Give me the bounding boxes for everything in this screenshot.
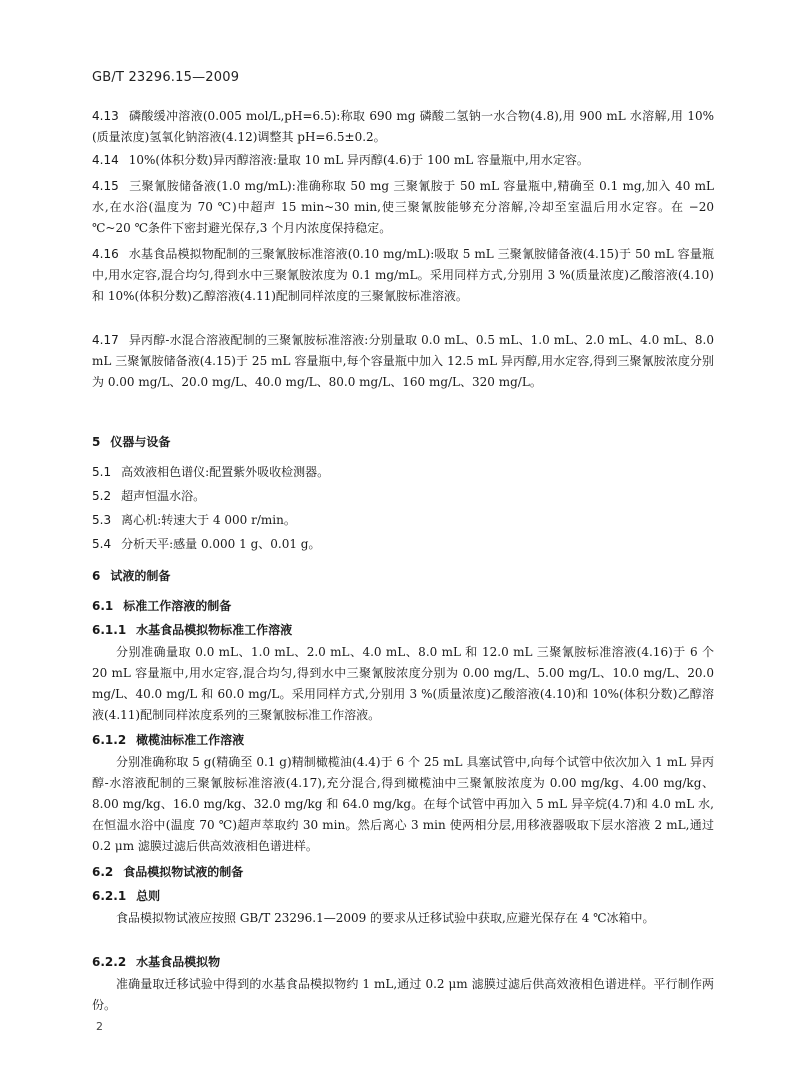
clause-4-17 <box>92 330 714 393</box>
clause-number: 5.2 <box>92 489 112 503</box>
subsection-title: 总则 <box>136 889 161 903</box>
clause-number: 5.1 <box>92 465 112 479</box>
clause-number: 4.15 <box>92 179 119 193</box>
paragraph: 食品模拟物试液应按照 GB/T 23296.1—2009 的要求从迁移试验中获取,应避光保存在 4 ℃冰箱中。 <box>116 911 655 925</box>
subsection-number: 6.1.1 <box>92 623 127 637</box>
subsection-6-2-2-text <box>92 974 714 1016</box>
clause-text: 高效液相色谱仪:配置紫外吸收检测器。 <box>121 465 330 479</box>
clause-text: 磷酸缓冲溶液(0.005 mol/L,pH=6.5):称取 690 mg 磷酸二氢钠一水合物(4.8),用 900 mL 水溶解,用 10%(质量浓度)氢氧化钠溶液(4.12)调整其 pH=6.5±0.2。 <box>92 109 714 144</box>
subsection-title: 水基食品模拟物标准工作溶液 <box>136 623 293 637</box>
subsection-6-1-2-text <box>92 752 714 857</box>
subsection-6-1-1-text <box>92 642 714 726</box>
clause-5-4 <box>92 534 714 555</box>
clause-number: 4.14 <box>92 153 119 167</box>
clause-5-1 <box>92 462 714 483</box>
section-title: 仪器与设备 <box>110 435 171 449</box>
clause-4-16 <box>92 244 714 307</box>
clause-text: 三聚氰胺储备液(1.0 mg/mL):准确称取 50 mg 三聚氰胺于 50 mL 容量瓶中,精确至 0.1 mg,加入 40 mL 水,在水浴(温度为 70 ℃)中超声 15 min~30 min,使三聚氰胺能够充分溶解,冷却至室温后用水定容。在 −20 ℃~20 ℃条件下密封避光保存,3 个月内浓度保持稳定。 <box>92 179 714 235</box>
page-number: 2 <box>96 1020 103 1033</box>
subsection-title: 橄榄油标准工作溶液 <box>136 733 245 747</box>
clause-text: 离心机:转速大于 4 000 r/min。 <box>121 513 296 527</box>
subsection-title: 标准工作溶液的制备 <box>123 599 232 613</box>
clause-4-13 <box>92 106 714 148</box>
clause-text: 水基食品模拟物配制的三聚氰胺标准溶液(0.10 mg/mL):吸取 5 mL 三聚氰胺储备液(4.15)于 50 mL 容量瓶中,用水定容,混合均匀,得到水中三聚氰胺浓度为 0.1 mg/mL。采用同样方式,分别用 3 %(质量浓度)乙酸溶液(4.10)和 10%(体积分数)乙醇溶液(4.11)配制同样浓度的三聚氰胺标准溶液。 <box>92 247 714 303</box>
section-number: 6 <box>92 569 101 583</box>
clause-number: 5.4 <box>92 537 112 551</box>
subsection-6-2-1-heading <box>92 886 714 907</box>
clause-number: 5.3 <box>92 513 112 527</box>
section-number: 5 <box>92 435 101 449</box>
clause-number: 4.16 <box>92 247 119 261</box>
section-6-heading <box>92 566 714 587</box>
section-5-heading <box>92 432 714 453</box>
subsection-title: 水基食品模拟物 <box>136 955 221 969</box>
subsection-number: 6.1 <box>92 599 114 613</box>
clause-number: 4.13 <box>92 109 119 123</box>
clause-5-3 <box>92 510 714 531</box>
section-title: 试液的制备 <box>110 569 171 583</box>
subsection-6-2-1-text <box>92 908 714 929</box>
subsection-number: 6.2.2 <box>92 955 127 969</box>
clause-5-2 <box>92 486 714 507</box>
paragraph: 准确量取迁移试验中得到的水基食品模拟物约 1 mL,通过 0.2 μm 滤膜过滤后供高效液相色谱进样。平行制作两份。 <box>92 977 714 1012</box>
subsection-number: 6.1.2 <box>92 733 127 747</box>
clause-4-15 <box>92 176 714 239</box>
standard-code: GB/T 23296.15—2009 <box>92 70 240 85</box>
clause-4-14 <box>92 150 714 171</box>
clause-number: 4.17 <box>92 333 119 347</box>
subsection-6-2-2-heading <box>92 952 714 973</box>
subsection-title: 食品模拟物试液的制备 <box>123 865 244 879</box>
paragraph: 分别准确称取 5 g(精确至 0.1 g)精制橄榄油(4.4)于 6 个 25 mL 具塞试管中,向每个试管中依次加入 1 mL 异丙醇-水溶液配制的三聚氰胺标准溶液(4.17),充分混合,得到橄榄油中三聚氰胺浓度为 0.00 mg/kg、4.00 mg/kg、8.00 mg/kg、16.0 mg/kg、32.0 mg/kg 和 64.0 mg/kg。在每个试管中再加入 5 mL 异辛烷(4.7)和 4.0 mL 水,在恒温水浴中(温度 70 ℃)超声萃取约 30 min。然后离心 3 min 使两相分层,用移液器吸取下层水溶液 2 mL,通过 0.2 μm 滤膜过滤后供高效液相色谱进样。 <box>92 755 714 853</box>
clause-text: 分析天平:感量 0.000 1 g、0.01 g。 <box>121 537 321 551</box>
subsection-number: 6.2 <box>92 865 114 879</box>
paragraph: 分别准确量取 0.0 mL、1.0 mL、2.0 mL、4.0 mL、8.0 mL 和 12.0 mL 三聚氰胺标准溶液(4.16)于 6 个 20 mL 容量瓶中,用水定容,混合均匀,得到水中三聚氰胺浓度分别为 0.00 mg/L、5.00 mg/L、10.0 mg/L、20.0 mg/L、40.0 mg/L 和 60.0 mg/L。采用同样方式,分别用 3 %(质量浓度)乙酸溶液(4.10)和 10%(体积分数)乙醇溶液(4.11)配制同样浓度系列的三聚氰胺标准工作溶液。 <box>92 645 714 722</box>
subsection-number: 6.2.1 <box>92 889 127 903</box>
clause-text: 10%(体积分数)异丙醇溶液:量取 10 mL 异丙醇(4.6)于 100 mL 容量瓶中,用水定容。 <box>128 153 589 167</box>
clause-text: 超声恒温水浴。 <box>121 489 206 503</box>
subsection-6-1-1-heading <box>92 620 714 641</box>
subsection-6-1-2-heading <box>92 730 714 751</box>
subsection-6-2-heading <box>92 862 714 883</box>
subsection-6-1-heading <box>92 596 714 617</box>
clause-text: 异丙醇-水混合溶液配制的三聚氰胺标准溶液:分别量取 0.0 mL、0.5 mL、1.0 mL、2.0 mL、4.0 mL、8.0 mL 三聚氰胺储备液(4.15)于 25 mL 容量瓶中,每个容量瓶中加入 12.5 mL 异丙醇,用水定容,得到三聚氰胺浓度分别为 0.00 mg/L、20.0 mg/L、40.0 mg/L、80.0 mg/L、160 mg/L、320 mg/L。 <box>92 333 714 389</box>
